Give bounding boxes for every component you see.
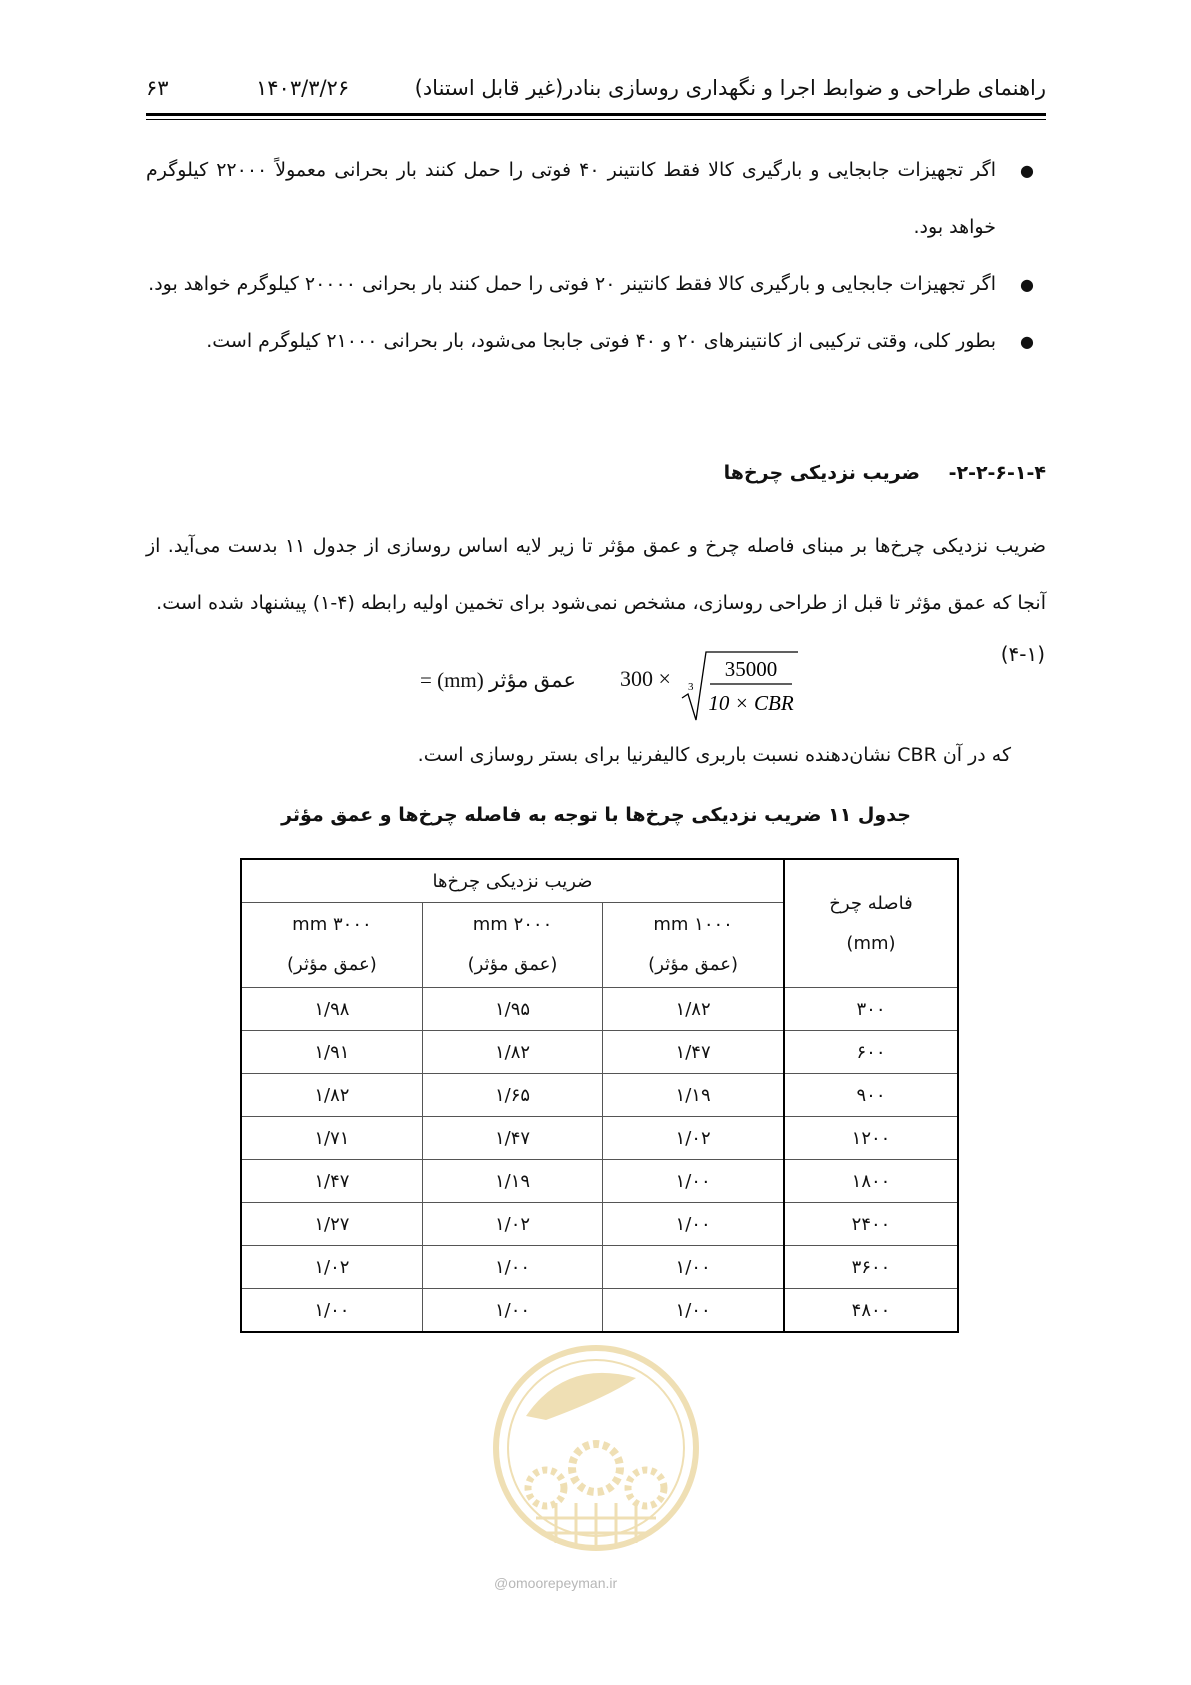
equation-lhs: عمق مؤثر (mm) =	[420, 668, 576, 692]
cube-root-fraction	[680, 646, 800, 726]
proximity-factor-table	[240, 858, 959, 1333]
section-title: ضریب نزدیکی چرخ‌ها	[723, 462, 920, 484]
bullet-dot-icon: ●	[1020, 332, 1034, 351]
table-row: ۱۸۰۰ ۱/۰۰ ۱/۱۹ ۱/۴۷	[241, 1160, 958, 1203]
group-header: ضریب نزدیکی چرخ‌ها	[241, 859, 784, 903]
equation-number: (۴-۱)	[1000, 642, 1045, 666]
depth-header: ۱۰۰۰ mm (عمق مؤثر)	[603, 903, 784, 988]
table-row: ۲۴۰۰ ۱/۰۰ ۱/۰۲ ۱/۲۷	[241, 1203, 958, 1246]
page-header	[146, 76, 1046, 110]
numerator: 35000	[724, 657, 778, 681]
table-row: ۶۰۰ ۱/۴۷ ۱/۸۲ ۱/۹۱	[241, 1031, 958, 1074]
table-row: ۳۶۰۰ ۱/۰۰ ۱/۰۰ ۱/۰۲	[241, 1246, 958, 1289]
watermark-logo-icon	[486, 1338, 706, 1568]
bullet-item: ● اگر تجهیزات جابجایی و بارگیری کالا فقط کانتینر ۲۰ فوتی را حمل کنند بار بحرانی ۲۰۰۰۰ کیلوگرم خواهد بود.	[146, 256, 1046, 313]
equation	[420, 646, 794, 726]
table-caption: جدول ۱۱ ضریب نزدیکی چرخ‌ها با توجه به فاصله چرخ‌ها و عمق مؤثر	[281, 804, 911, 826]
table-row: ۱۲۰۰ ۱/۰۲ ۱/۴۷ ۱/۷۱	[241, 1117, 958, 1160]
header-rule-thick	[146, 113, 1046, 116]
header-date: ۱۴۰۳/۳/۲۶	[256, 76, 350, 100]
page-number: ۶۳	[146, 76, 169, 100]
header-rule-thin	[146, 119, 1046, 120]
equation-coefficient: 300 ×	[620, 666, 671, 691]
bullet-item: ● اگر تجهیزات جابجایی و بارگیری کالا فقط کانتینر ۴۰ فوتی را حمل کنند بار بحرانی معمولاً ۲۲۰۰۰ کیلوگرم خواهد بود.	[146, 142, 1046, 256]
header-title: راهنمای طراحی و ضوابط اجرا و نگهداری روسازی بنادر(غیر قابل استناد)	[414, 76, 1046, 100]
bullet-dot-icon: ●	[1020, 161, 1034, 180]
watermark-site: @omoorepeyman.ir	[494, 1575, 618, 1591]
depth-header: ۳۰۰۰ mm (عمق مؤثر)	[241, 903, 422, 988]
denominator: 10 × CBR	[708, 691, 794, 715]
section-heading	[146, 462, 1046, 484]
bullet-item: ● بطور کلی، وقتی ترکیبی از کانتینرهای ۲۰ و ۴۰ فوتی جابجا می‌شود، بار بحرانی ۲۱۰۰۰ کیلوگرم است.	[146, 313, 1046, 370]
table-header-row	[241, 859, 958, 903]
equation-note: که در آن CBR نشان‌دهنده نسبت باربری کالیفرنیا برای بستر روسازی است.	[417, 744, 1011, 766]
section-number: ۲-۲-۶-۱-۴-	[948, 462, 1046, 484]
bullet-dot-icon: ●	[1020, 275, 1034, 294]
wheel-spacing-header: فاصله چرخ (mm)	[784, 859, 958, 988]
root-index: 3	[688, 681, 694, 693]
bullet-list	[146, 142, 1046, 370]
table-row: ۳۰۰ ۱/۸۲ ۱/۹۵ ۱/۹۸	[241, 988, 958, 1031]
table-row: ۹۰۰ ۱/۱۹ ۱/۶۵ ۱/۸۲	[241, 1074, 958, 1117]
table-row: ۴۸۰۰ ۱/۰۰ ۱/۰۰ ۱/۰۰	[241, 1289, 958, 1333]
body-paragraph: ضریب نزدیکی چرخ‌ها بر مبنای فاصله چرخ و عمق مؤثر تا زیر لایه اساس روسازی از جدول ۱۱ بدست می‌آید. از آنجا که عمق مؤثر تا قبل از طراحی روسازی، مشخص نمی‌شود برای تخمین اولیه رابطه (۴-۱) پیشنهاد شده است.	[146, 535, 1046, 614]
depth-header: ۲۰۰۰ mm (عمق مؤثر)	[422, 903, 602, 988]
